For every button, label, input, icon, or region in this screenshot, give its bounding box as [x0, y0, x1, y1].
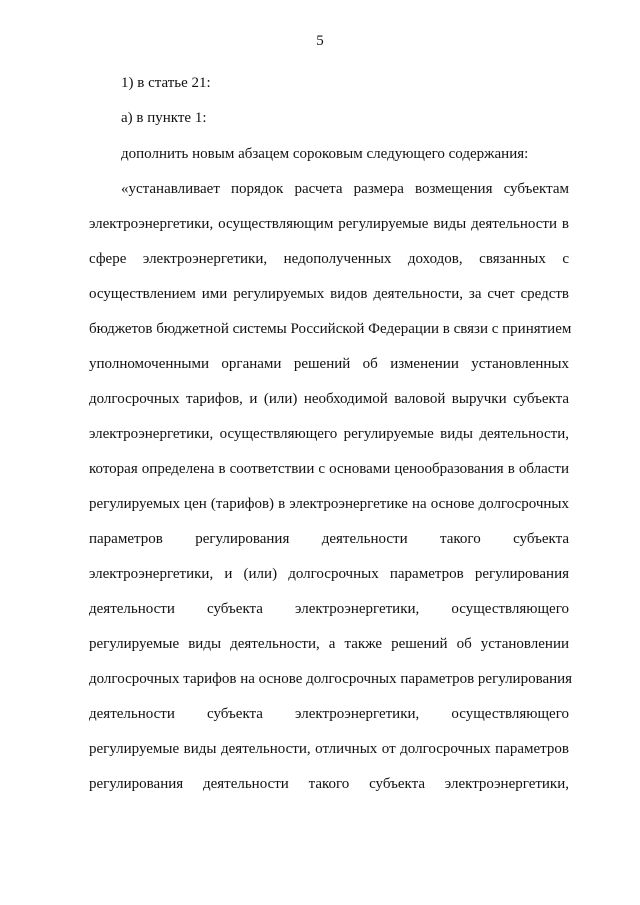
quote-line: «устанавливает порядок расчета размера возмещения субъектам — [121, 181, 569, 197]
quote-line: деятельности субъекта электроэнергетики, осуществляющего — [89, 706, 569, 722]
quote-line: регулируемые виды деятельности, а также решений об установлении — [89, 636, 569, 652]
quote-line: параметров регулирования деятельности такого субъекта — [89, 531, 569, 547]
quote-line: осуществлением ими регулируемых видов деятельности, за счет средств — [89, 286, 569, 302]
quote-line: деятельности субъекта электроэнергетики, осуществляющего — [89, 601, 569, 617]
quote-line: долгосрочных тарифов на основе долгосрочных параметров регулирования — [89, 671, 573, 687]
page-number: 5 — [316, 33, 324, 49]
quote-line: которая определена в соответствии с основами ценообразования в области — [89, 461, 569, 477]
quote-line: уполномоченными органами решений об изменении установленных — [89, 356, 569, 372]
item-a-heading: а) в пункте 1: — [121, 110, 207, 126]
quote-line: электроэнергетики, и (или) долгосрочных параметров регулирования — [89, 566, 569, 582]
quote-line: бюджетов бюджетной системы Российской Федерации в связи с принятием — [89, 321, 572, 337]
instruction-text: дополнить новым абзацем сороковым следующего содержания: — [121, 146, 529, 162]
quote-line: регулируемых цен (тарифов) в электроэнергетике на основе долгосрочных — [89, 496, 569, 512]
item-1-heading: 1) в статье 21: — [121, 75, 211, 91]
quote-line: электроэнергетики, осуществляющим регулируемые виды деятельности в — [89, 216, 569, 232]
quote-line: регулирования деятельности такого субъекта электроэнергетики, — [89, 776, 569, 792]
quote-line: электроэнергетики, осуществляющего регулируемые виды деятельности, — [89, 426, 569, 442]
quote-line: сфере электроэнергетики, недополученных доходов, связанных с — [89, 251, 569, 267]
quote-line: регулируемые виды деятельности, отличных от долгосрочных параметров — [89, 741, 569, 757]
quote-line: долгосрочных тарифов, и (или) необходимой валовой выручки субъекта — [89, 391, 569, 407]
